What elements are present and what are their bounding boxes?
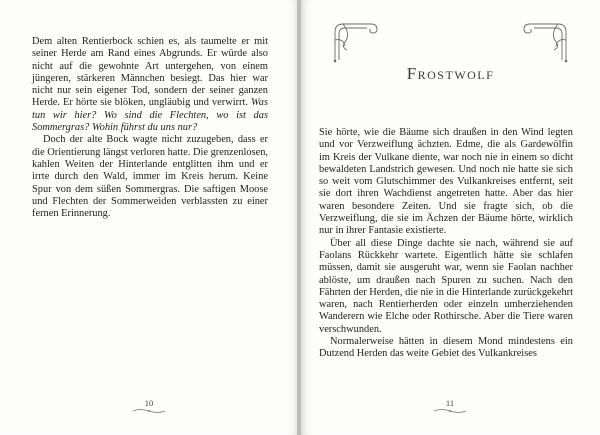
- chapter-header-ornament-icon: [331, 20, 570, 64]
- right-page-text: [319, 127, 573, 361]
- right-page: [301, 0, 600, 435]
- paragraph: Sie hörte, wie die Bäume sich draußen in den Wind legten und vor Verzweiflung ächzten. Edme, die als Gardewölfin im Kreis der Vulkane diente, war noch nie in einem so dicht bewaldeten Landstrich gewesen. Und noch nie hatte sie sich so weit vom Glutschimmer des Vulkankreises entfernt, seit sie dort ihren Wachdienst angetreten hatte. Aber das hier waren besondere Zeiten. Und sie fragte sich, ob die Verzweiflung, die sie im Ächzen der Bäume hörte, wirklich nur in ihrer Fantasie existierte.: [319, 127, 573, 237]
- paragraph: Über all diese Dinge dachte sie nach, während sie auf Faolans Rückkehr wartete. Eigentlich hätte sie schlafen müssen, damit sie ausgeruht war, wenn sie Faolan nachher ablöste, um draußen nach Spuren zu suchen. Nach den Fährten der Herden, die nie in die Hinterlande zurückgekehrt waren, nach Rentierherden oder einzeln umherziehenden Wanderern wie Elche oder Rothirsche. Aber die Tiere waren verschwunden.: [319, 237, 573, 335]
- left-page-text: [32, 36, 268, 220]
- folio-ornament-icon: [432, 408, 468, 414]
- paragraph: Doch der alte Bock wagte nicht zuzugeben, dass er die Orientierung längst verloren hatte. Die grenzenlosen, kahlen Weiten der Hinterlande entglitten ihm und er irrte durch den Wald, immer im Kreis herum. Keine Spur von dem süßen Sommergras. Die saftigen Moose und Flechten der Sommerweiden verblassten zu einer fernen Erinnerung.: [32, 134, 269, 220]
- page-number-right: 11: [445, 398, 455, 408]
- left-page: [0, 0, 299, 435]
- paragraph: Dem alten Rentierbock schien es, als taumelte er mit seiner Herde am Rand eines Abgrunds. Er würde also nicht auf die gewohnte Art untergehen, von einem jüngeren, stärkeren Männchen besiegt. Das hier war nicht nur sein eigener Tod, sondern der seiner ganzen Herde. Er hörte sie blöken, ungläubig und verwirrt. Was tun wir hier? Wo sind die Flechten, wo ist das Sommergras? Wohin führst du uns nur?: [32, 36, 268, 134]
- italic-thought: Was tun wir hier? Wo sind die Flechten, wo ist das Sommergras? Wohin führst du uns nur?: [32, 97, 268, 134]
- paragraph: Normalerweise hätten in diesem Mond mindestens ein Dutzend Herden das weite Gebiet des Vulkankreises: [319, 336, 573, 360]
- page-number-left: 10: [144, 398, 154, 408]
- folio-ornament-icon: [131, 408, 167, 414]
- chapter-title: Frostwolf: [406, 64, 495, 83]
